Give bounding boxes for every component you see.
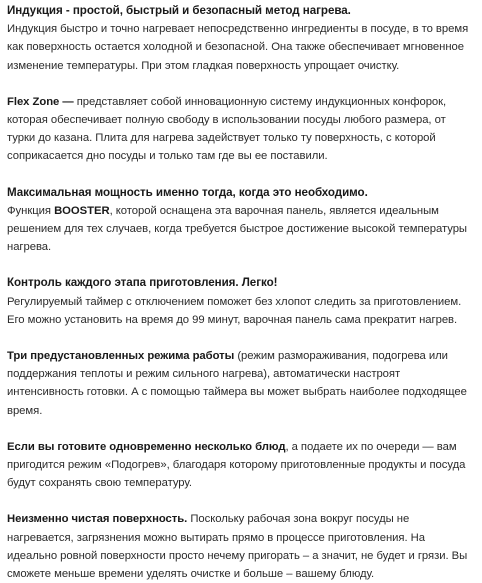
booster-word: BOOSTER xyxy=(54,204,110,217)
section-heading: Индукция - простой, быстрый и безопасный метод нагрева. xyxy=(7,4,351,17)
section-heading: Максимальная мощность именно тогда, когда это необходимо. xyxy=(7,185,368,199)
section-flex-zone xyxy=(7,93,475,166)
section-text: представляет собой инновационную систему индукционных конфорок, которая обеспечивает полную свободу в использовании посуды любого размера, от турки до казана. Плита для нагрева задействует только ту поверхность, с которой соприкасается дно посуды и только там где вы ее поставили. xyxy=(7,95,447,163)
section-lead: Если вы готовите одновременно несколько блюд xyxy=(7,440,286,453)
section-booster xyxy=(7,184,475,257)
section-timer xyxy=(7,274,475,329)
section-induction xyxy=(7,2,475,75)
section-text-before: Функция xyxy=(7,204,55,217)
section-lead: Три предустановленных режима работы xyxy=(7,350,235,363)
section-text: (режим размораживания, подогрева или поддержания теплоты и режим сильного нагрева), автоматически настроят интенсивность готовки. А с помощью таймера вы может выбрать наиболее подходящее время. xyxy=(7,350,467,417)
section-text: Индукция быстро и точно нагревает непосредственно ингредиенты в посуде, в то время как поверхность остается холодной и безопасной. Она также обеспечивает мгновенное изменение температуры. При этом гладкая поверхность упрощает очистку. xyxy=(7,23,469,72)
section-modes xyxy=(7,347,475,420)
section-lead: Flex Zone — xyxy=(7,95,74,108)
section-lead: Неизменно чистая поверхность. xyxy=(7,513,188,526)
section-text: , а подаете их по очереди — вам пригодится режим «Подогрев», благодаря которому приготовленные продукты и посуда будут сохранять свою температуру. xyxy=(7,440,466,490)
section-text: Поскольку рабочая зона вокруг посуды не нагревается, загрязнения можно вытирать прямо в процессе приготовления. На идеально ровной поверхности просто нечему пригорать – а значит, не будет и грязи. Вы сможете меньше времени уделять очистке и больше – вашему блюду. xyxy=(7,513,468,581)
section-warming xyxy=(7,438,475,493)
section-heading: Контроль каждого этапа приготовления. Легко! xyxy=(7,276,278,290)
section-text-after: , которой оснащена эта варочная панель, является идеальным решением для тех случаев, когда требуется быстрое достижение высокой температуры нагрева. xyxy=(7,204,468,254)
section-clean-surface xyxy=(7,510,475,583)
section-text: Регулируемый таймер с отключением поможет без хлопот следить за приготовлением. Его можно установить на время до 99 минут, варочная панель сама прекратит нагрев. xyxy=(7,295,462,326)
